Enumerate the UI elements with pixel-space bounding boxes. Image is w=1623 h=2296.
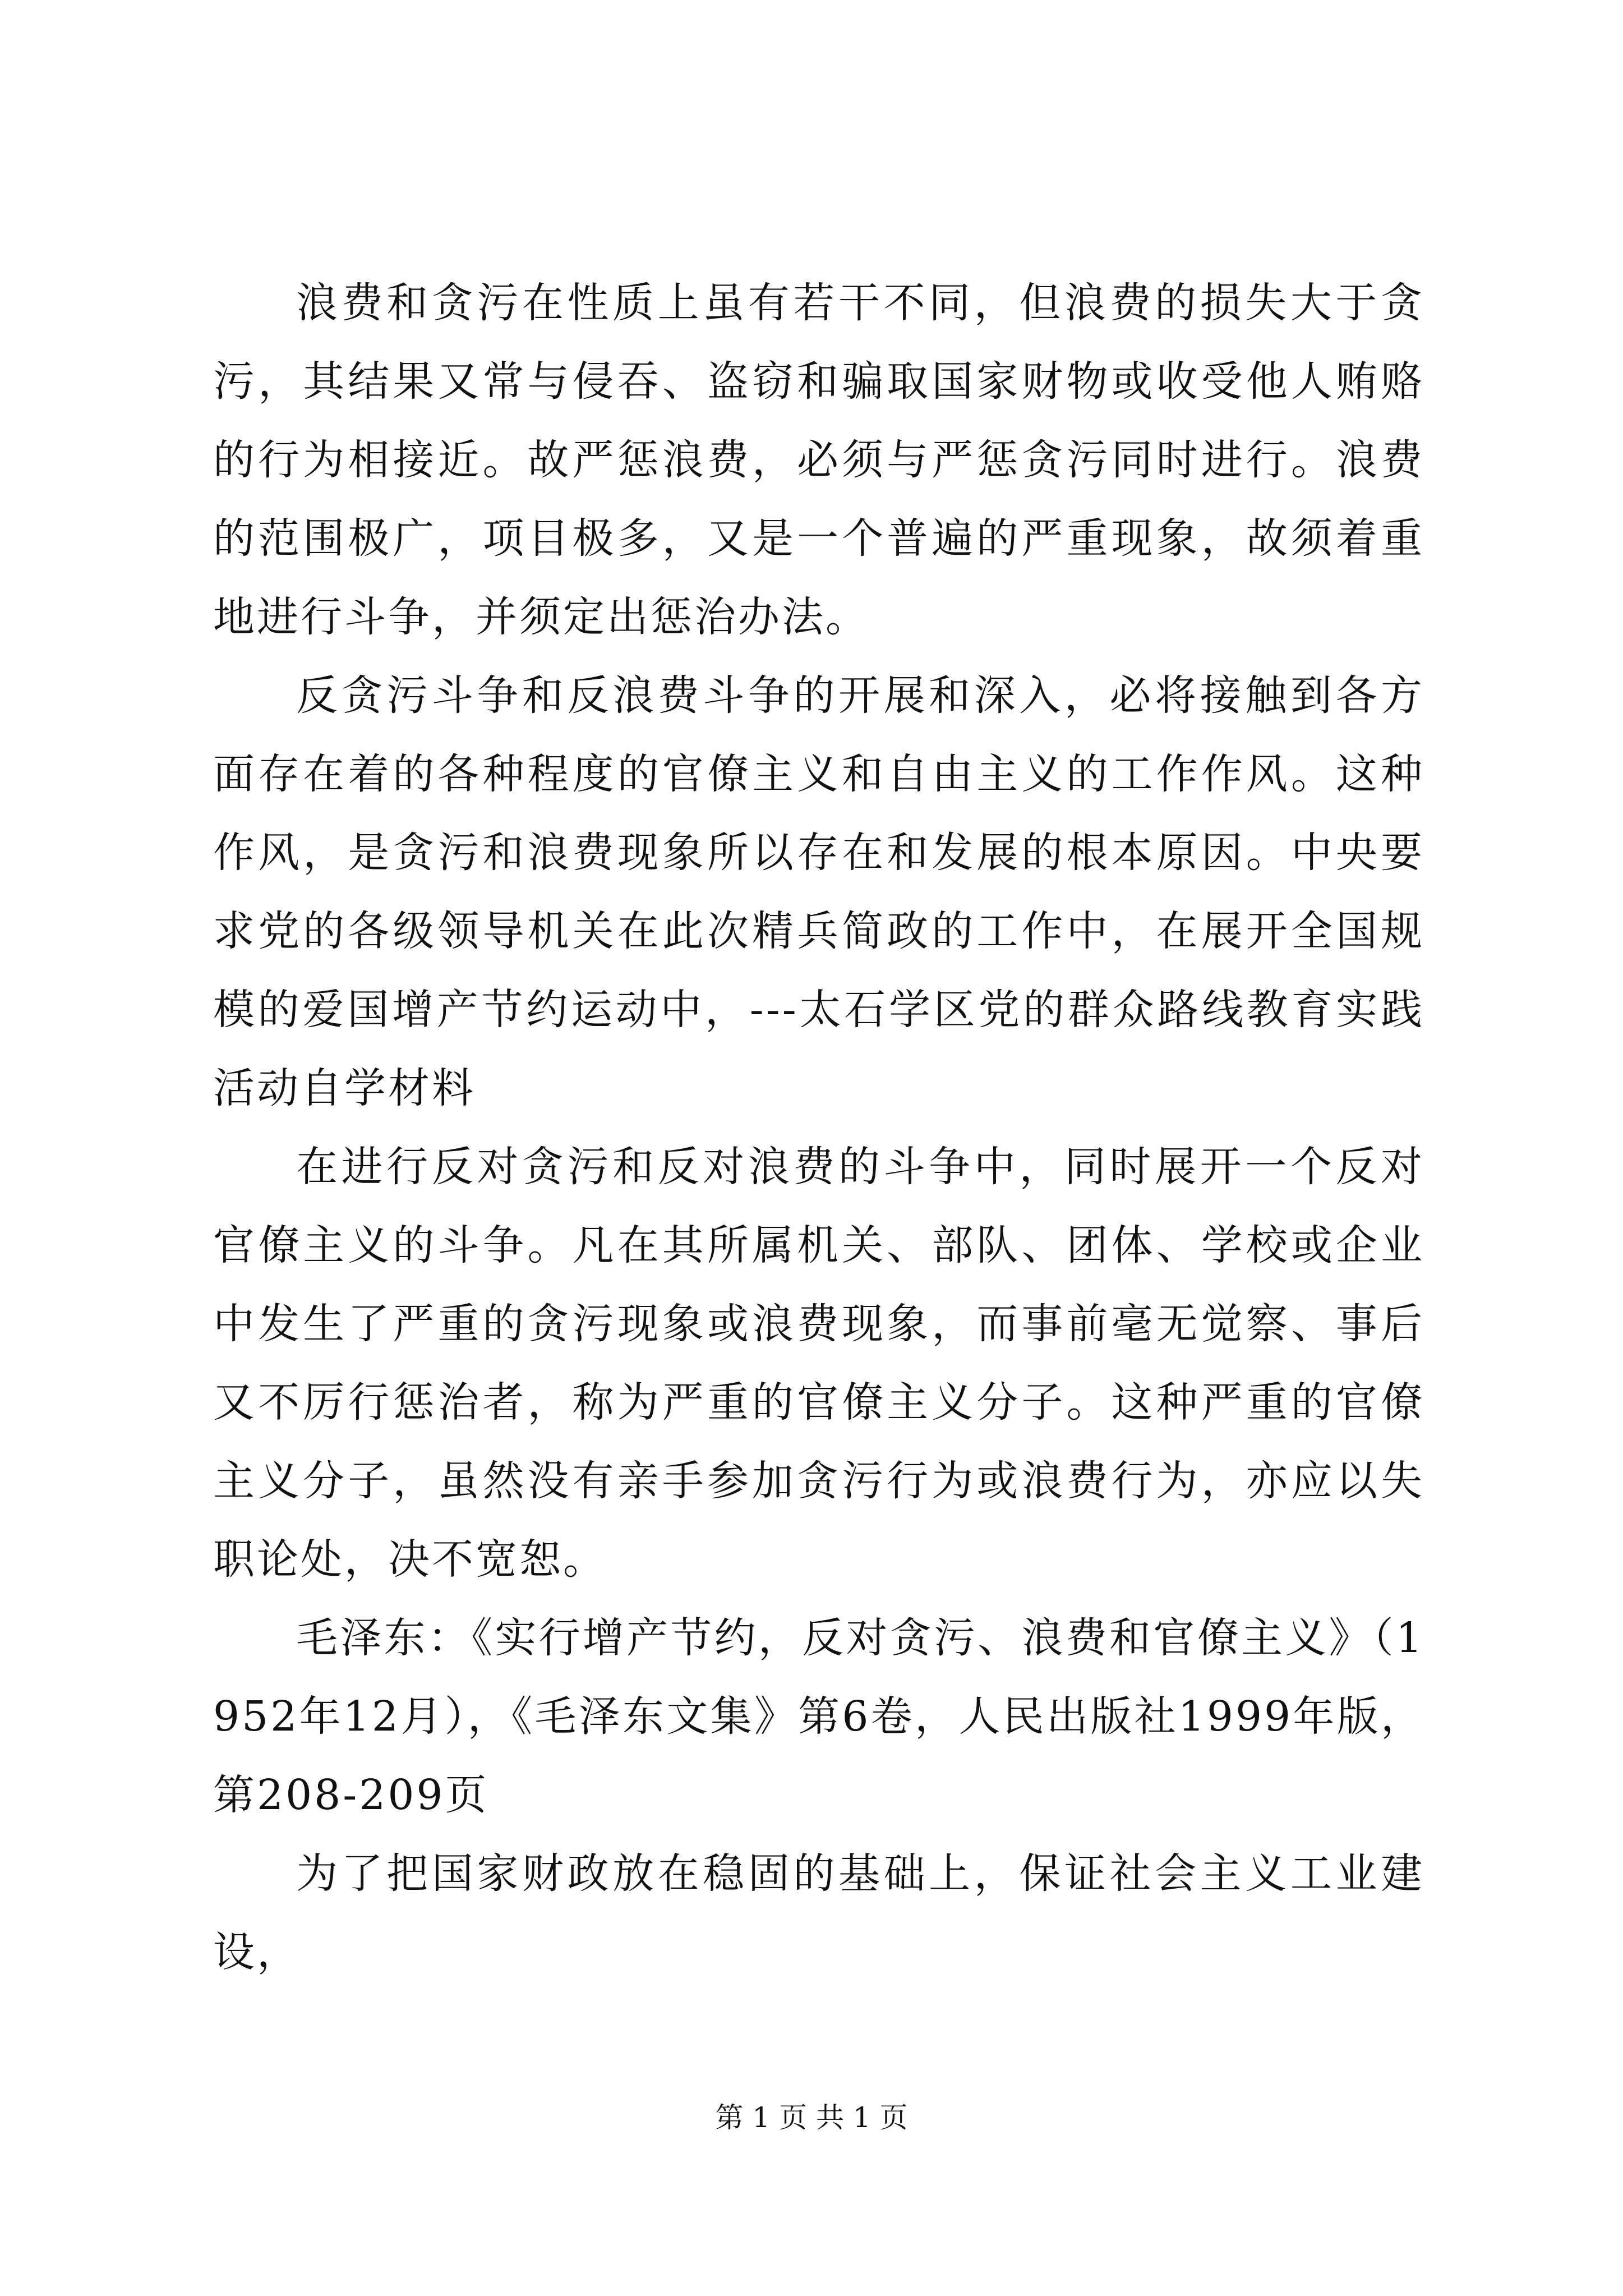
paragraph-5: 为了把国家财政放在稳固的基础上，保证社会主义工业建设， [213,1849,1424,1976]
paragraph-1: 浪费和贪污在性质上虽有若干不同，但浪费的损失大于贪污，其结果又常与侵吞、盗窃和骗取国家财物或收受他人贿赂的行为相接近。故严惩浪费，必须与严惩贪污同时进行。浪费的范围极广，项目极多，又是一个普遍的严重现象，故须着重地进行斗争，并须定出惩治办法。 [213,279,1424,641]
page-footer: 第 1 页 共 1 页 [715,2101,908,2134]
document-body [213,264,1424,1991]
citation-paragraph: 毛泽东：《实行增产节约，反对贪污、浪费和官僚主义》（1952年12月），《毛泽东文集》第6卷，人民出版社1999年版，第208-209页 [213,1614,1424,1819]
paragraph-2: 反贪污斗争和反浪费斗争的开展和深入，必将接触到各方面存在着的各种程度的官僚主义和自由主义的工作作风。这种作风，是贪污和浪费现象所以存在和发展的根本原因。中央要求党的各级领导机关在此次精兵简政的工作中，在展开全国规模的爱国增产节约运动中，---太石学区党的群众路线教育实践活动自学材料 [213,671,1424,1112]
paragraph-3: 在进行反对贪污和反对浪费的斗争中，同时展开一个反对官僚主义的斗争。凡在其所属机关、部队、团体、学校或企业中发生了严重的贪污现象或浪费现象，而事前毫无觉察、事后又不厉行惩治者，称为严重的官僚主义分子。这种严重的官僚主义分子，虽然没有亲手参加贪污行为或浪费行为，亦应以失职论处，决不宽恕。 [213,1143,1424,1584]
